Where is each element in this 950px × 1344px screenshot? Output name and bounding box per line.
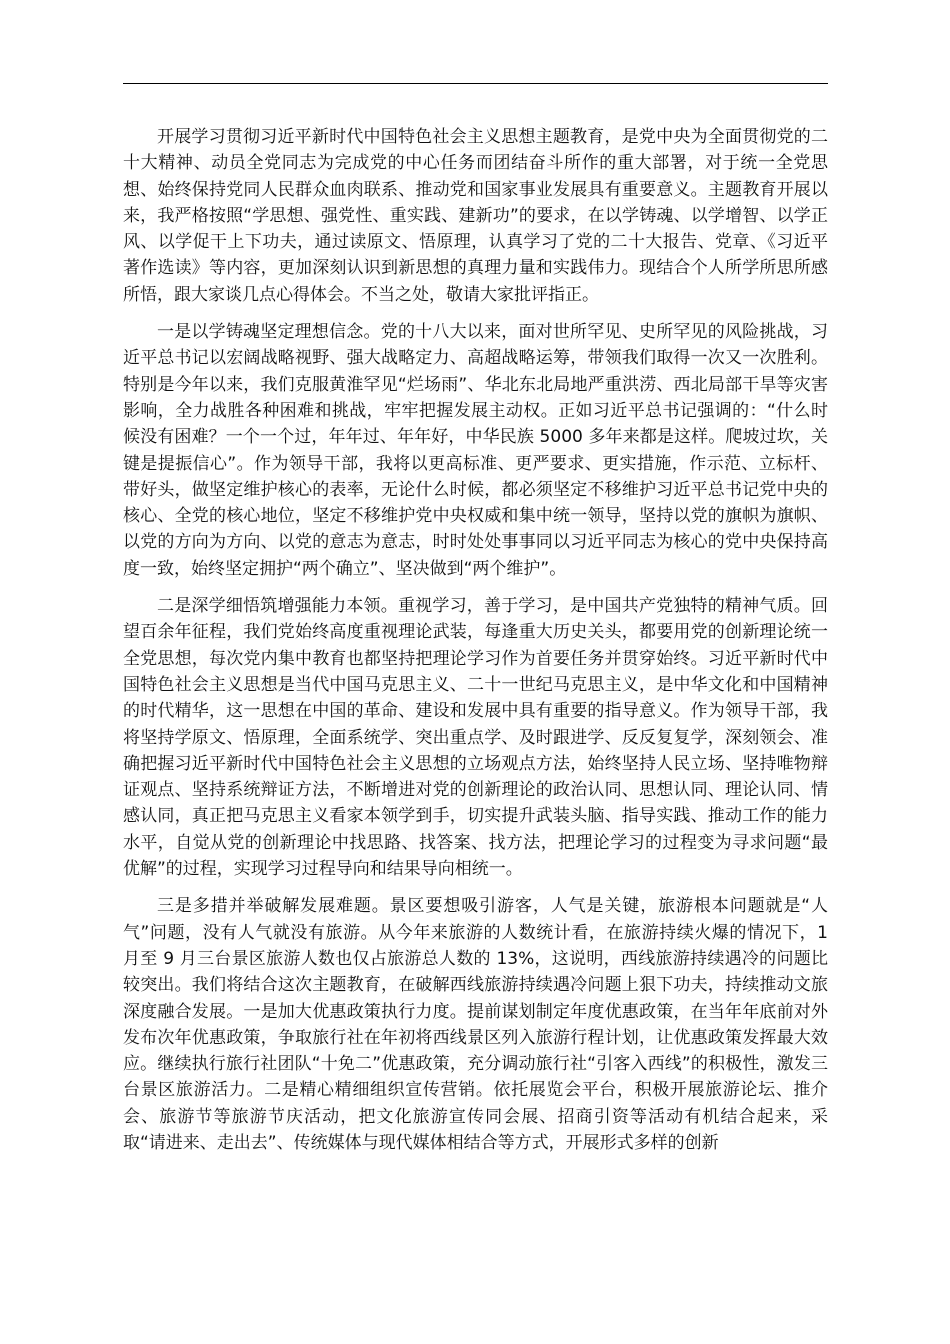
paragraph-point-one: 一是以学铸魂坚定理想信念。党的十八大以来，面对世所罕见、史所罕见的风险挑战，习近平总书记以宏阔战略视野、强大战略定力、高超战略运筹，带领我们取得一次又一次胜利。特别是今年以来，我们克服黄淮罕见“烂场雨”、华北东北局地严重洪涝、西北局部干旱等灾害影响，全力战胜各种困难和挑战，牢牢把握发展主动权。正如习近平总书记强调的：“什么时候没有困难？一个一个过，年年过、年年好，中华民族 5000 多年来都是这样。爬坡过坎，关键是提振信心”。作为领导干部，我将以更高标准、更严要求、更实措施，作示范、立标杆、带好头，做坚定维护核心的表率，无论什么时候，都必须坚定不移维护习近平总书记党中央的核心、全党的核心地位，坚定不移维护党中央权威和集中统一领导，坚持以党的旗帜为旗帜、以党的方向为方向、以党的意志为意志，时时处处事事同以习近平同志为核心的党中央保持高度一致，始终坚定拥护“两个确立”、坚决做到“两个维护”。	[123, 322, 828, 579]
document-body	[123, 124, 828, 1167]
paragraph-point-three: 三是多措并举破解发展难题。景区要想吸引游客，人气是关键，旅游根本问题就是“人气”问题，没有人气就没有旅游。从今年来旅游的人数统计看，在旅游持续火爆的情况下，1 月至 9 月三台景区旅游人数也仅占旅游总人数的 13%，这说明，西线旅游持续遇冷的问题比较突出。我们将结合这次主题教育，在破解西线旅游持续遇冷问题上狠下功夫，持续推动文旅深度融合发展。一是加大优惠政策执行力度。提前谋划制定年度优惠政策，在当年年底前对外发布次年优惠政策，争取旅行社在年初将西线景区列入旅游行程计划，让优惠政策发挥最大效应。继续执行旅行社团队“十免二”优惠政策，充分调动旅行社“引客入西线”的积极性，激发三台景区旅游活力。二是精心精细组织宣传营销。依托展览会平台，积极开展旅游论坛、推介会、旅游节等旅游节庆活动，把文化旅游宣传同会展、招商引资等活动有机结合起来，采取“请进来、走出去”、传统媒体与现代媒体相结合等方式，开展形式多样的创新	[123, 896, 828, 1153]
paragraph-intro: 开展学习贯彻习近平新时代中国特色社会主义思想主题教育，是党中央为全面贯彻党的二十大精神、动员全党同志为完成党的中心任务而团结奋斗所作的重大部署，对于统一全党思想、始终保持党同人民群众血肉联系、推动党和国家事业发展具有重要意义。主题教育开展以来，我严格按照“学思想、强党性、重实践、建新功”的要求，在以学铸魂、以学增智、以学正风、以学促干上下功夫，通过读原文、悟原理，认真学习了党的二十大报告、党章、《习近平著作选读》等内容，更加深刻认识到新思想的真理力量和实践伟力。现结合个人所学所思所感所悟，跟大家谈几点心得体会。不当之处，敬请大家批评指正。	[123, 127, 828, 305]
paragraph-point-two: 二是深学细悟筑增强能力本领。重视学习，善于学习，是中国共产党独特的精神气质。回望百余年征程，我们党始终高度重视理论武装，每逢重大历史关头，都要用党的创新理论统一全党思想，每次党内集中教育也都坚持把理论学习作为首要任务并贯穿始终。习近平新时代中国特色社会主义思想是当代中国马克思主义、二十一世纪马克思主义，是中华文化和中国精神的时代精华，这一思想在中国的革命、建设和发展中具有重要的指导意义。作为领导干部，我将坚持学原文、悟原理，全面系统学、突出重点学、及时跟进学、反反复复学，深刻领会、准确把握习近平新时代中国特色社会主义思想的立场观点方法，始终坚持人民立场、坚持唯物辩证观点、坚持系统辩证方法，不断增进对党的创新理论的政治认同、思想认同、理论认同、情感认同，真正把马克思主义看家本领学到手，切实提升武装头脑、指导实践、推动工作的能力水平，自觉从党的创新理论中找思路、找答案、找方法，把理论学习的过程变为寻求问题“最优解”的过程，实现学习过程导向和结果导向相统一。	[123, 596, 828, 880]
header-rule	[123, 83, 828, 84]
